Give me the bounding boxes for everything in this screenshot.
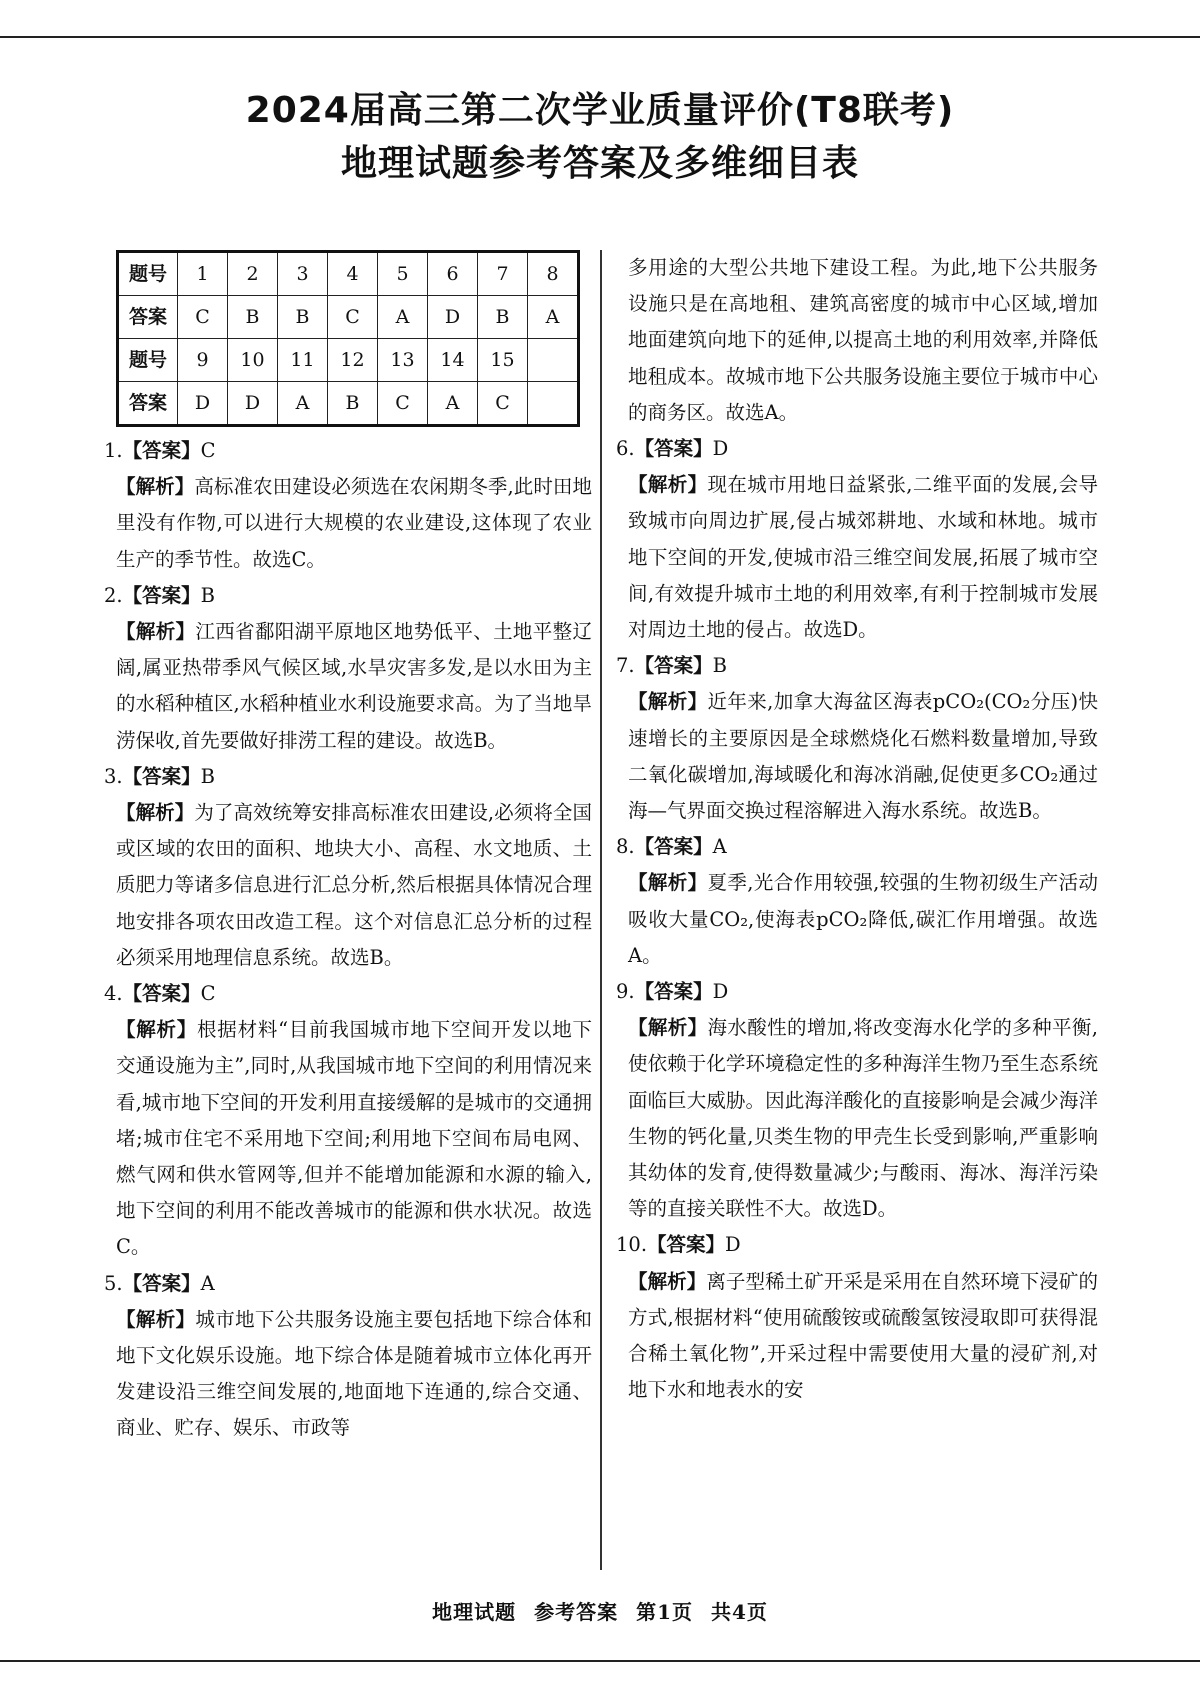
answer-value: D [712, 437, 729, 461]
question-number-cell: 6 [428, 252, 478, 296]
analysis-text: 为了高效统筹安排高标准农田建设,必须将全国或区域的农田的面积、地块大小、高程、水文地质、土质肥力等诸多信息进行汇总分析,然后根据具体情况合理地安排各项农田改造工程。这个对信息汇总分析的过程必须采用地理信息系统。故选B。 [116, 801, 592, 969]
question-number-cell: 13 [378, 339, 428, 382]
answer-tag: 【答案】 [122, 982, 201, 1006]
analysis-tag: 【解析】 [116, 620, 196, 644]
footer-total: 共4页 [711, 1600, 768, 1624]
question-number: 1. [104, 439, 123, 462]
analysis-tag: 【解析】 [116, 1307, 196, 1331]
answer-cell: C [178, 296, 228, 339]
question-number-cell: 12 [328, 339, 378, 382]
analysis-text: 高标准农田建设必须选在农闲期冬季,此时田地里没有作物,可以进行大规模的农业建设,这体现了农业生产的季节性。故选C。 [116, 475, 592, 571]
question-number-cell: 7 [478, 252, 528, 296]
answer-tag: 【答案】 [122, 764, 201, 788]
question-5 [104, 1266, 592, 1447]
analysis-text: 根据材料“目前我国城市地下空间开发以地下交通设施为主”,同时,从我国城市地下空间的利用情况来看,城市地下空间的开发利用直接缓解的是城市的交通拥堵;城市住宅不采用地下空间;利用地下空间布局电网、燃气网和供水管网等,但并不能增加能源和水源的输入,地下空间的利用不能改善城市的能源和供水状况。故选C。 [116, 1018, 592, 1259]
question-number-cell: 11 [278, 339, 328, 382]
question-8 [616, 829, 1098, 974]
analysis-text: 夏季,光合作用较强,较强的生物初级生产活动吸收大量CO₂,使海表pCO₂降低,碳汇作用增强。故选A。 [628, 871, 1098, 967]
answer-cell: C [378, 382, 428, 426]
footer-page: 第1页 [636, 1600, 693, 1624]
analysis-text: 现在城市用地日益紧张,二维平面的发展,会导致城市向周边扩展,侵占城郊耕地、水域和林地。城市地下空间的开发,使城市沿三维空间发展,拓展了城市空间,有效提升城市土地的利用效率,有利于控制城市发展对周边土地的侵占。故选D。 [628, 473, 1098, 642]
question-9 [616, 974, 1098, 1227]
question-6 [616, 431, 1098, 648]
question-number: 7. [616, 654, 635, 678]
question-number: 9. [616, 980, 635, 1004]
analysis-tag: 【解析】 [628, 473, 708, 497]
question-2 [104, 578, 592, 759]
question-number: 4. [104, 982, 123, 1006]
answer-cell: B [328, 382, 378, 426]
page-subtitle: 地理试题参考答案及多维细目表 [340, 143, 859, 184]
answer-tag: 【答案】 [122, 583, 201, 607]
question-number-cell: 2 [228, 252, 278, 296]
answer-cell: A [428, 382, 478, 426]
answer-cell: C [328, 296, 378, 339]
analysis-text: 江西省鄱阳湖平原地区地势低平、土地平整辽阔,属亚热带季风气候区域,水旱灾害多发,是以水田为主的水稻种植区,水稻种植业水利设施要求高。为了当地旱涝保收,首先要做好排涝工程的建设。故选B。 [116, 620, 592, 752]
question-1 [104, 433, 592, 578]
analysis-text: 离子型稀土矿开采是采用在自然环境下浸矿的方式,根据材料“使用硫酸铵或硫酸氢铵浸取即可获得混合稀土氧化物”,开采过程中需要使用大量的浸矿剂,对地下水和地表水的安 [628, 1269, 1098, 1402]
analysis-tag: 【解析】 [628, 690, 708, 714]
question-number: 8. [616, 835, 635, 859]
question-number-cell: 8 [528, 252, 579, 296]
answer-tag: 【答案】 [634, 980, 713, 1004]
answer-value: B [200, 764, 215, 788]
answer-cell: A [278, 382, 328, 426]
answer-tag: 【答案】 [647, 1233, 726, 1257]
analysis-tag: 【解析】 [628, 1016, 708, 1040]
answer-table [116, 250, 580, 427]
row-label: 题号 [118, 252, 178, 296]
answer-cell: B [278, 296, 328, 339]
table-row [118, 382, 579, 426]
answer-cell: B [228, 296, 278, 339]
question-7 [616, 648, 1098, 829]
answer-value: A [200, 1271, 215, 1295]
question-10 [616, 1227, 1098, 1408]
right-column [616, 250, 1098, 1409]
analysis-tag: 【解析】 [116, 801, 195, 825]
page-footer [0, 1596, 1200, 1625]
answer-tag: 【答案】 [634, 835, 713, 859]
answer-tag: 【答案】 [634, 437, 713, 461]
question-number: 5. [104, 1271, 123, 1295]
answer-cell: D [178, 382, 228, 426]
answer-cell: A [378, 296, 428, 339]
top-rule [0, 36, 1200, 38]
analysis-tag: 【解析】 [628, 871, 708, 895]
question-number: 10. [616, 1233, 648, 1257]
row-label: 答案 [118, 382, 178, 426]
analysis-text: 近年来,加拿大海盆区海表pCO₂(CO₂分压)快速增长的主要原因是全球燃烧化石燃料数量增加,导致二氧化碳增加,海域暖化和海冰消融,促使更多CO₂通过海—气界面交换过程溶解进入海水系统。故选B。 [628, 690, 1098, 823]
analysis-text: 城市地下公共服务设施主要包括地下综合体和地下文化娱乐设施。地下综合体是随着城市立体化再开发建设沿三维空间发展的,地面地下连通的,综合交通、商业、贮存、娱乐、市政等 [116, 1307, 592, 1440]
question-number: 6. [616, 437, 635, 461]
question-number-cell [528, 339, 579, 382]
page-title: 2024届高三第二次学业质量评价(T8联考) [245, 90, 955, 131]
answer-tag: 【答案】 [122, 439, 201, 462]
bottom-rule [0, 1660, 1200, 1662]
question-number-cell: 15 [478, 339, 528, 382]
question-3 [104, 759, 592, 976]
answer-tag: 【答案】 [634, 654, 713, 678]
question-number-cell: 10 [228, 339, 278, 382]
answer-value: C [200, 439, 216, 462]
question-4 [104, 976, 592, 1266]
answer-value: C [200, 982, 216, 1006]
answer-cell: D [428, 296, 478, 339]
footer-doc: 参考答案 [534, 1600, 619, 1624]
analysis-tag: 【解析】 [116, 475, 195, 499]
question-number-cell: 5 [378, 252, 428, 296]
left-column [104, 250, 592, 1447]
analysis-continuation: 多用途的大型公共地下建设工程。为此,地下公共服务设施只是在高地租、建筑高密度的城市中心区域,增加地面建筑向地下的延伸,以提高土地的利用效率,并降低地租成本。故城市地下公共服务设施主要位于城市中心的商务区。故选A。 [628, 256, 1098, 424]
question-number: 2. [104, 583, 123, 607]
answer-value: A [712, 835, 727, 859]
analysis-text: 海水酸性的增加,将改变海水化学的多种平衡,使依赖于化学环境稳定性的多种海洋生物乃至生态系统面临巨大威胁。因此海洋酸化的直接影响是会减少海洋生物的钙化量,贝类生物的甲壳生长受到影响,严重影响其幼体的发育,使得数量减少;与酸雨、海冰、海洋污染等的直接关联性不大。故选D。 [628, 1016, 1098, 1221]
answer-value: D [725, 1233, 741, 1257]
answer-cell: C [478, 382, 528, 426]
answer-cell [528, 382, 579, 426]
table-row [118, 252, 579, 296]
question-number: 3. [104, 764, 123, 788]
answer-value: B [200, 583, 215, 607]
table-row [118, 296, 579, 339]
answer-tag: 【答案】 [122, 1271, 201, 1295]
question-number-cell: 1 [178, 252, 228, 296]
column-divider [600, 250, 602, 1570]
answer-cell: A [528, 296, 579, 339]
answer-cell: D [228, 382, 278, 426]
row-label: 题号 [118, 339, 178, 382]
answer-cell: B [478, 296, 528, 339]
table-row [118, 339, 579, 382]
question-number-cell: 9 [178, 339, 228, 382]
question-number-cell: 4 [328, 252, 378, 296]
analysis-tag: 【解析】 [628, 1269, 707, 1293]
analysis-tag: 【解析】 [116, 1018, 198, 1042]
row-label: 答案 [118, 296, 178, 339]
footer-subject: 地理试题 [432, 1600, 517, 1624]
answer-value: B [712, 654, 727, 678]
question-number-cell: 3 [278, 252, 328, 296]
question-number-cell: 14 [428, 339, 478, 382]
answer-value: D [712, 980, 729, 1004]
